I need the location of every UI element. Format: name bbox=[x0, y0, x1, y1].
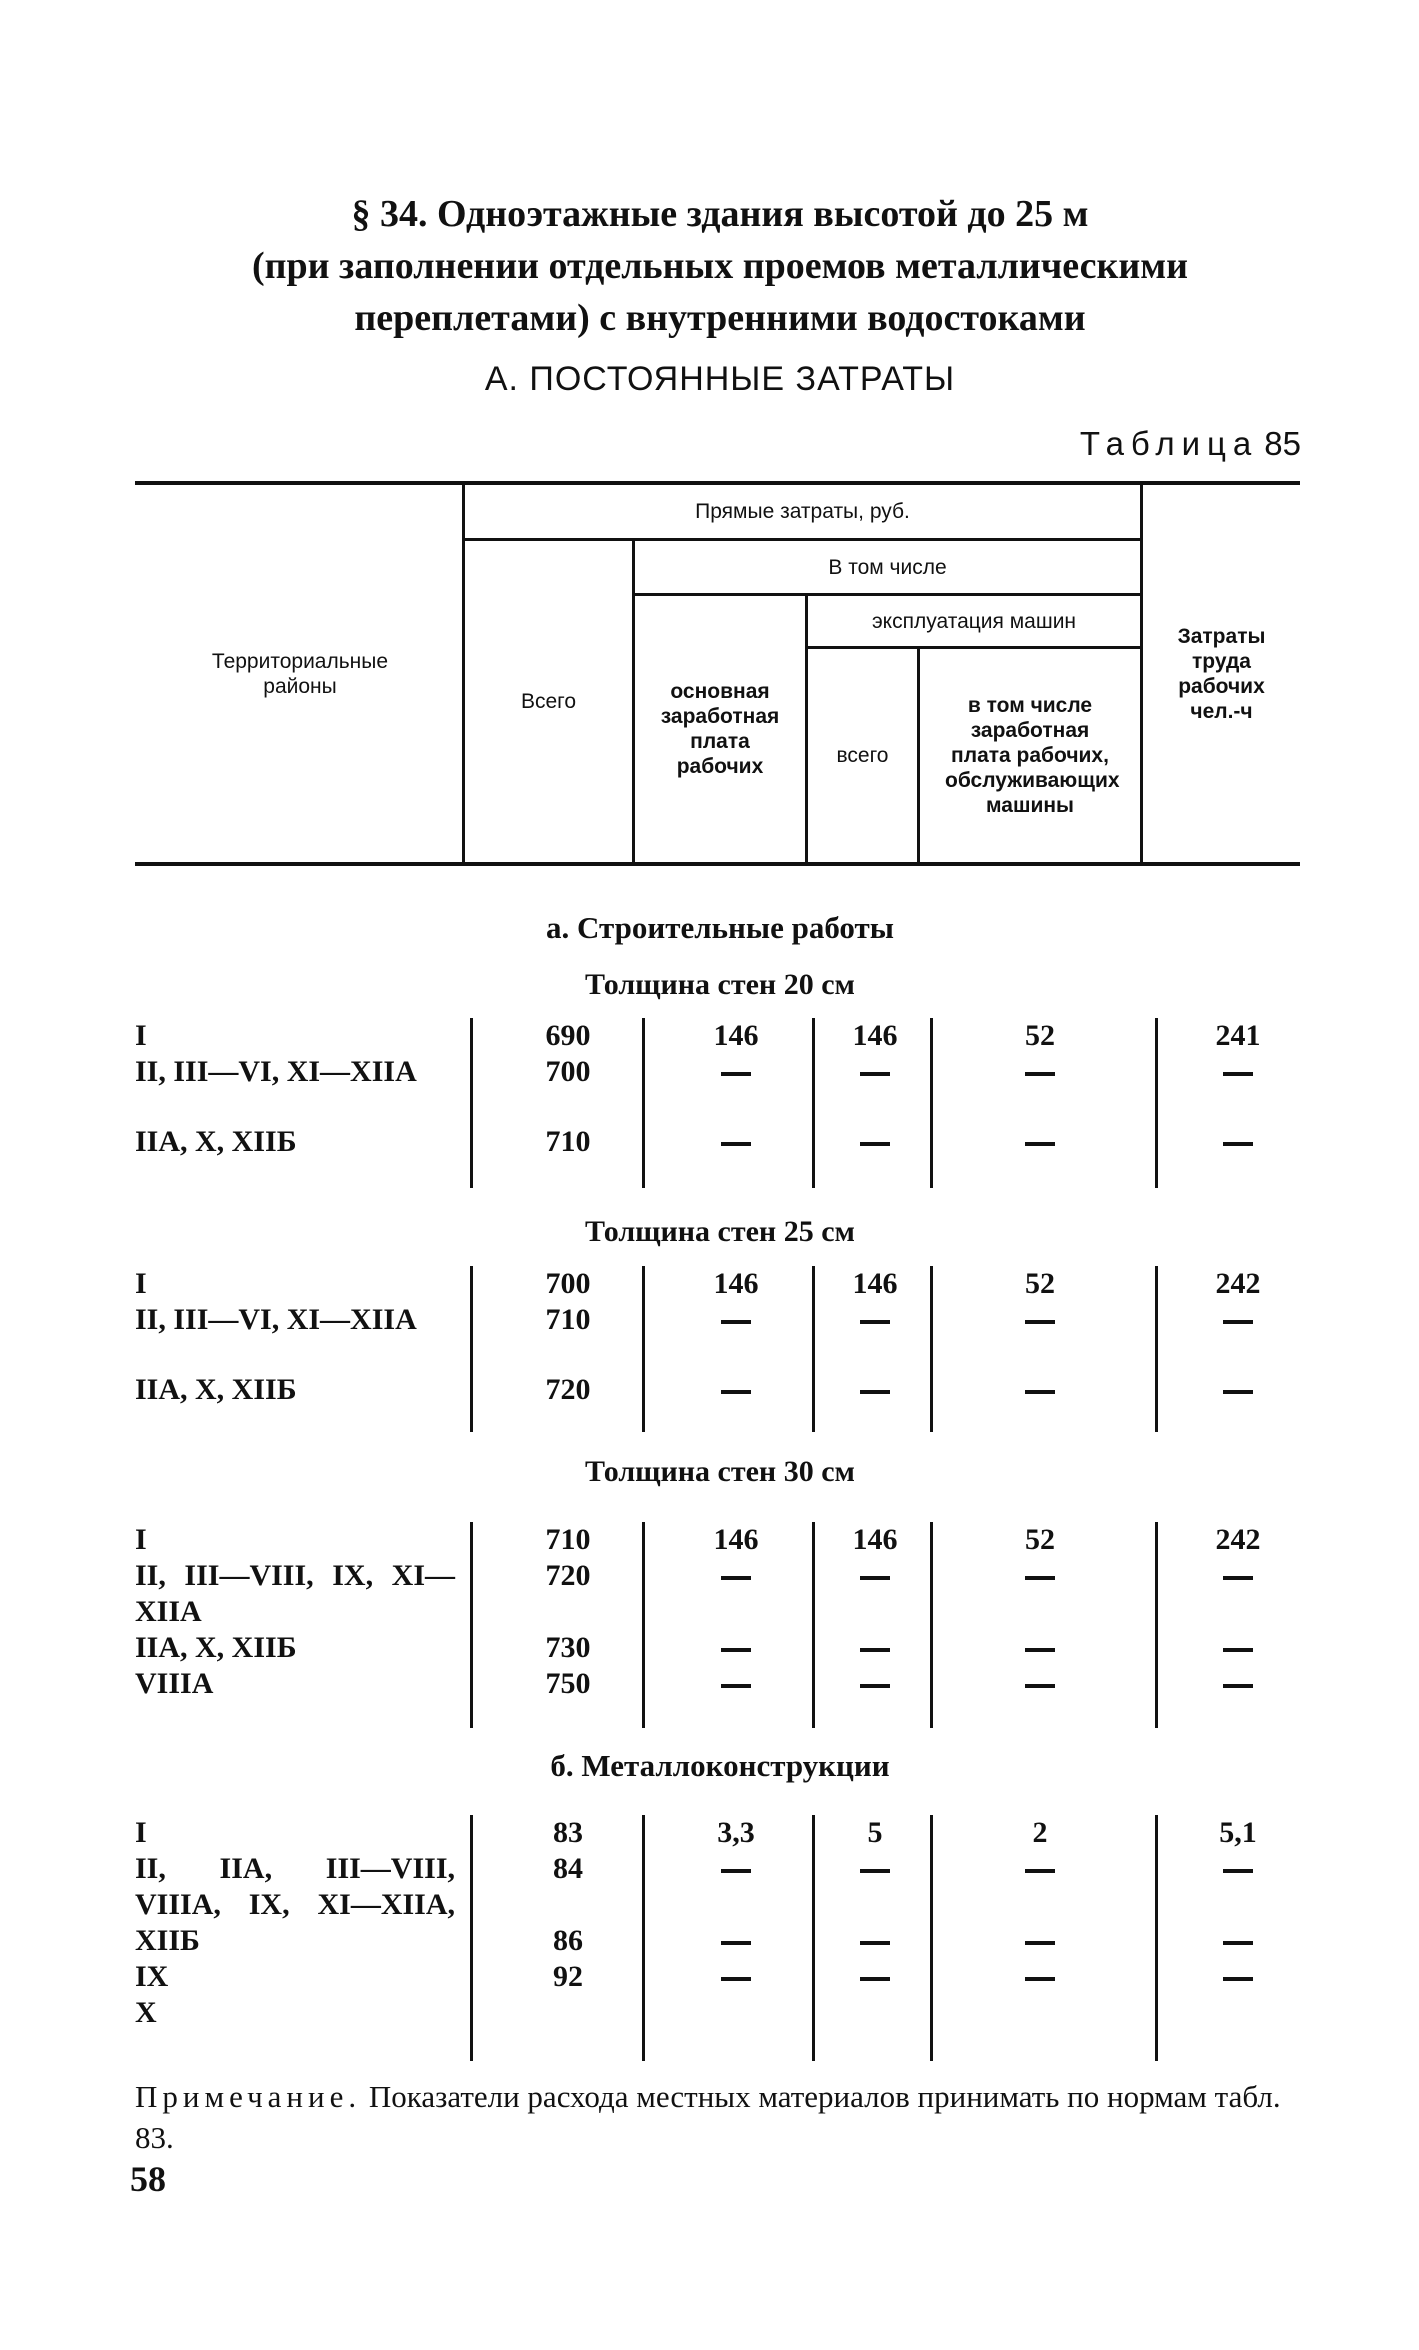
empty-value-dash bbox=[1025, 1576, 1055, 1580]
empty-value-dash bbox=[860, 1869, 890, 1873]
section-a-title: а. Строительные работы bbox=[546, 910, 894, 945]
col-total: Всего bbox=[520, 690, 577, 713]
empty-value-dash bbox=[1223, 1941, 1253, 1945]
empty-value-dash bbox=[721, 1142, 751, 1146]
table-value: 5 bbox=[867, 1816, 883, 1849]
note-text: Показатели расхода местных материалов принимать по нормам табл. 83. bbox=[135, 2079, 1281, 2155]
col-machines-total: всего bbox=[836, 744, 889, 767]
table-value: 146 bbox=[852, 1019, 898, 1052]
table-value: 700 bbox=[545, 1055, 591, 1088]
column-line bbox=[1155, 1522, 1158, 1728]
col-base-wage: основная заработная плата рабочих bbox=[660, 680, 780, 778]
region-label: VIIIА bbox=[135, 1667, 214, 1700]
empty-value-dash bbox=[721, 1684, 751, 1688]
subsection-heading: А. ПОСТОЯННЫЕ ЗАТРАТЫ bbox=[484, 360, 956, 398]
table-value: 700 bbox=[545, 1267, 591, 1300]
column-line bbox=[812, 1815, 815, 2061]
column-line bbox=[1155, 1018, 1158, 1188]
table-value: 3,3 bbox=[717, 1816, 755, 1849]
empty-value-dash bbox=[1223, 1390, 1253, 1394]
column-line bbox=[470, 1018, 473, 1188]
region-label: X bbox=[135, 1996, 157, 2029]
empty-value-dash bbox=[721, 1869, 751, 1873]
header-bottom-rule bbox=[135, 862, 1300, 866]
table-number: 85 bbox=[1264, 425, 1301, 462]
wall-thickness-title: Толщина стен 25 см bbox=[585, 1215, 855, 1248]
table-value: 750 bbox=[545, 1667, 591, 1700]
col-machines-wage: в том числе заработная плата рабочих, обслуживающих машины bbox=[945, 694, 1120, 817]
page-number: 58 bbox=[130, 2159, 166, 2199]
empty-value-dash bbox=[860, 1684, 890, 1688]
empty-value-dash bbox=[1223, 1684, 1253, 1688]
table-value: 84 bbox=[553, 1852, 583, 1885]
empty-value-dash bbox=[721, 1390, 751, 1394]
empty-value-dash bbox=[860, 1320, 890, 1324]
footnote bbox=[135, 2076, 1315, 2158]
table-value: 730 bbox=[545, 1631, 591, 1664]
region-label: II, III—VI, XI—XIIА bbox=[135, 1055, 417, 1088]
region-label: I bbox=[135, 1267, 147, 1300]
empty-value-dash bbox=[1223, 1648, 1253, 1652]
heading-line-2: (при заполнении отдельных проемов металлическими bbox=[251, 245, 1189, 287]
col-regions: Территориальные районы bbox=[211, 649, 389, 698]
empty-value-dash bbox=[1223, 1072, 1253, 1076]
table-value: 720 bbox=[545, 1373, 591, 1406]
wall-thickness-title: Толщина стен 30 см bbox=[585, 1455, 855, 1488]
table-value: 710 bbox=[545, 1125, 591, 1158]
empty-value-dash bbox=[721, 1977, 751, 1981]
region-label: I bbox=[135, 1019, 147, 1052]
col-machines: эксплуатация машин bbox=[871, 609, 1077, 633]
table-value: 52 bbox=[1025, 1523, 1055, 1556]
column-line bbox=[1155, 1266, 1158, 1432]
empty-value-dash bbox=[721, 1320, 751, 1324]
table-value: 242 bbox=[1215, 1523, 1261, 1556]
table-value: 146 bbox=[713, 1523, 759, 1556]
empty-value-dash bbox=[721, 1576, 751, 1580]
empty-value-dash bbox=[1025, 1648, 1055, 1652]
table-value: 83 bbox=[553, 1816, 583, 1849]
empty-value-dash bbox=[1223, 1869, 1253, 1873]
empty-value-dash bbox=[1223, 1977, 1253, 1981]
table-value: 146 bbox=[852, 1523, 898, 1556]
table-value: 241 bbox=[1215, 1019, 1261, 1052]
region-label: IIА, X, XIIБ bbox=[135, 1125, 297, 1158]
empty-value-dash bbox=[721, 1941, 751, 1945]
col-direct-costs: Прямые затраты, руб. bbox=[695, 500, 910, 523]
empty-value-dash bbox=[1025, 1684, 1055, 1688]
wall-thickness-title: Толщина стен 20 см bbox=[585, 968, 855, 1001]
table-caption bbox=[1080, 425, 1301, 463]
section-b-title: б. Металлоконструкции bbox=[550, 1748, 890, 1783]
col-including: В том числе bbox=[828, 555, 947, 579]
table-value: 710 bbox=[545, 1523, 591, 1556]
table-value: 52 bbox=[1025, 1267, 1055, 1300]
empty-value-dash bbox=[860, 1390, 890, 1394]
column-line bbox=[642, 1815, 645, 2061]
table-value: 720 bbox=[545, 1559, 591, 1592]
column-line bbox=[470, 1815, 473, 2061]
empty-value-dash bbox=[1025, 1941, 1055, 1945]
empty-value-dash bbox=[1223, 1142, 1253, 1146]
region-label: IIА, X, XIIБ bbox=[135, 1373, 297, 1406]
table-value: 86 bbox=[553, 1924, 583, 1957]
table-value: 2 bbox=[1032, 1816, 1048, 1849]
table-value: 242 bbox=[1215, 1267, 1261, 1300]
empty-value-dash bbox=[1025, 1977, 1055, 1981]
column-line bbox=[930, 1815, 933, 2061]
region-label: I bbox=[135, 1523, 147, 1556]
region-label: I bbox=[135, 1816, 147, 1849]
column-line bbox=[642, 1018, 645, 1188]
column-line bbox=[642, 1266, 645, 1432]
region-label: IIА, X, XIIБ bbox=[135, 1631, 297, 1664]
column-line bbox=[470, 1266, 473, 1432]
table-label: Таблица bbox=[1079, 425, 1259, 462]
empty-value-dash bbox=[1025, 1320, 1055, 1324]
region-label: IX bbox=[135, 1960, 169, 1993]
region-label: II, IIА, III—VIII, VIIIА, IX, XI—XIIА, XIIБ bbox=[135, 1852, 455, 1957]
column-line bbox=[1155, 1815, 1158, 2061]
table-value: 92 bbox=[553, 1960, 583, 1993]
heading-line-3: переплетами) с внутренними водостоками bbox=[354, 297, 1086, 339]
heading-line-1: § 34. Одноэтажные здания высотой до 25 м bbox=[351, 193, 1089, 235]
empty-value-dash bbox=[721, 1648, 751, 1652]
table-value: 52 bbox=[1025, 1019, 1055, 1052]
empty-value-dash bbox=[1025, 1142, 1055, 1146]
empty-value-dash bbox=[860, 1941, 890, 1945]
empty-value-dash bbox=[1223, 1320, 1253, 1324]
empty-value-dash bbox=[860, 1977, 890, 1981]
column-line bbox=[470, 1522, 473, 1728]
table-value: 5,1 bbox=[1219, 1816, 1257, 1849]
empty-value-dash bbox=[860, 1576, 890, 1580]
empty-value-dash bbox=[860, 1142, 890, 1146]
empty-value-dash bbox=[860, 1648, 890, 1652]
table-value: 690 bbox=[545, 1019, 591, 1052]
empty-value-dash bbox=[1025, 1072, 1055, 1076]
region-label: II, III—VIII, IX, XI—XIIА bbox=[135, 1559, 455, 1628]
empty-value-dash bbox=[721, 1072, 751, 1076]
section-heading bbox=[140, 188, 1300, 344]
empty-value-dash bbox=[860, 1072, 890, 1076]
table-value: 710 bbox=[545, 1303, 591, 1336]
table-value: 146 bbox=[713, 1267, 759, 1300]
column-line bbox=[642, 1522, 645, 1728]
table-value: 146 bbox=[713, 1019, 759, 1052]
note-label: Примечание. bbox=[135, 2079, 362, 2114]
table-value: 146 bbox=[852, 1267, 898, 1300]
empty-value-dash bbox=[1223, 1576, 1253, 1580]
region-label: II, III—VI, XI—XIIА bbox=[135, 1303, 417, 1336]
empty-value-dash bbox=[1025, 1390, 1055, 1394]
empty-value-dash bbox=[1025, 1869, 1055, 1873]
col-labor: Затраты труда рабочих чел.-ч bbox=[1177, 624, 1266, 723]
